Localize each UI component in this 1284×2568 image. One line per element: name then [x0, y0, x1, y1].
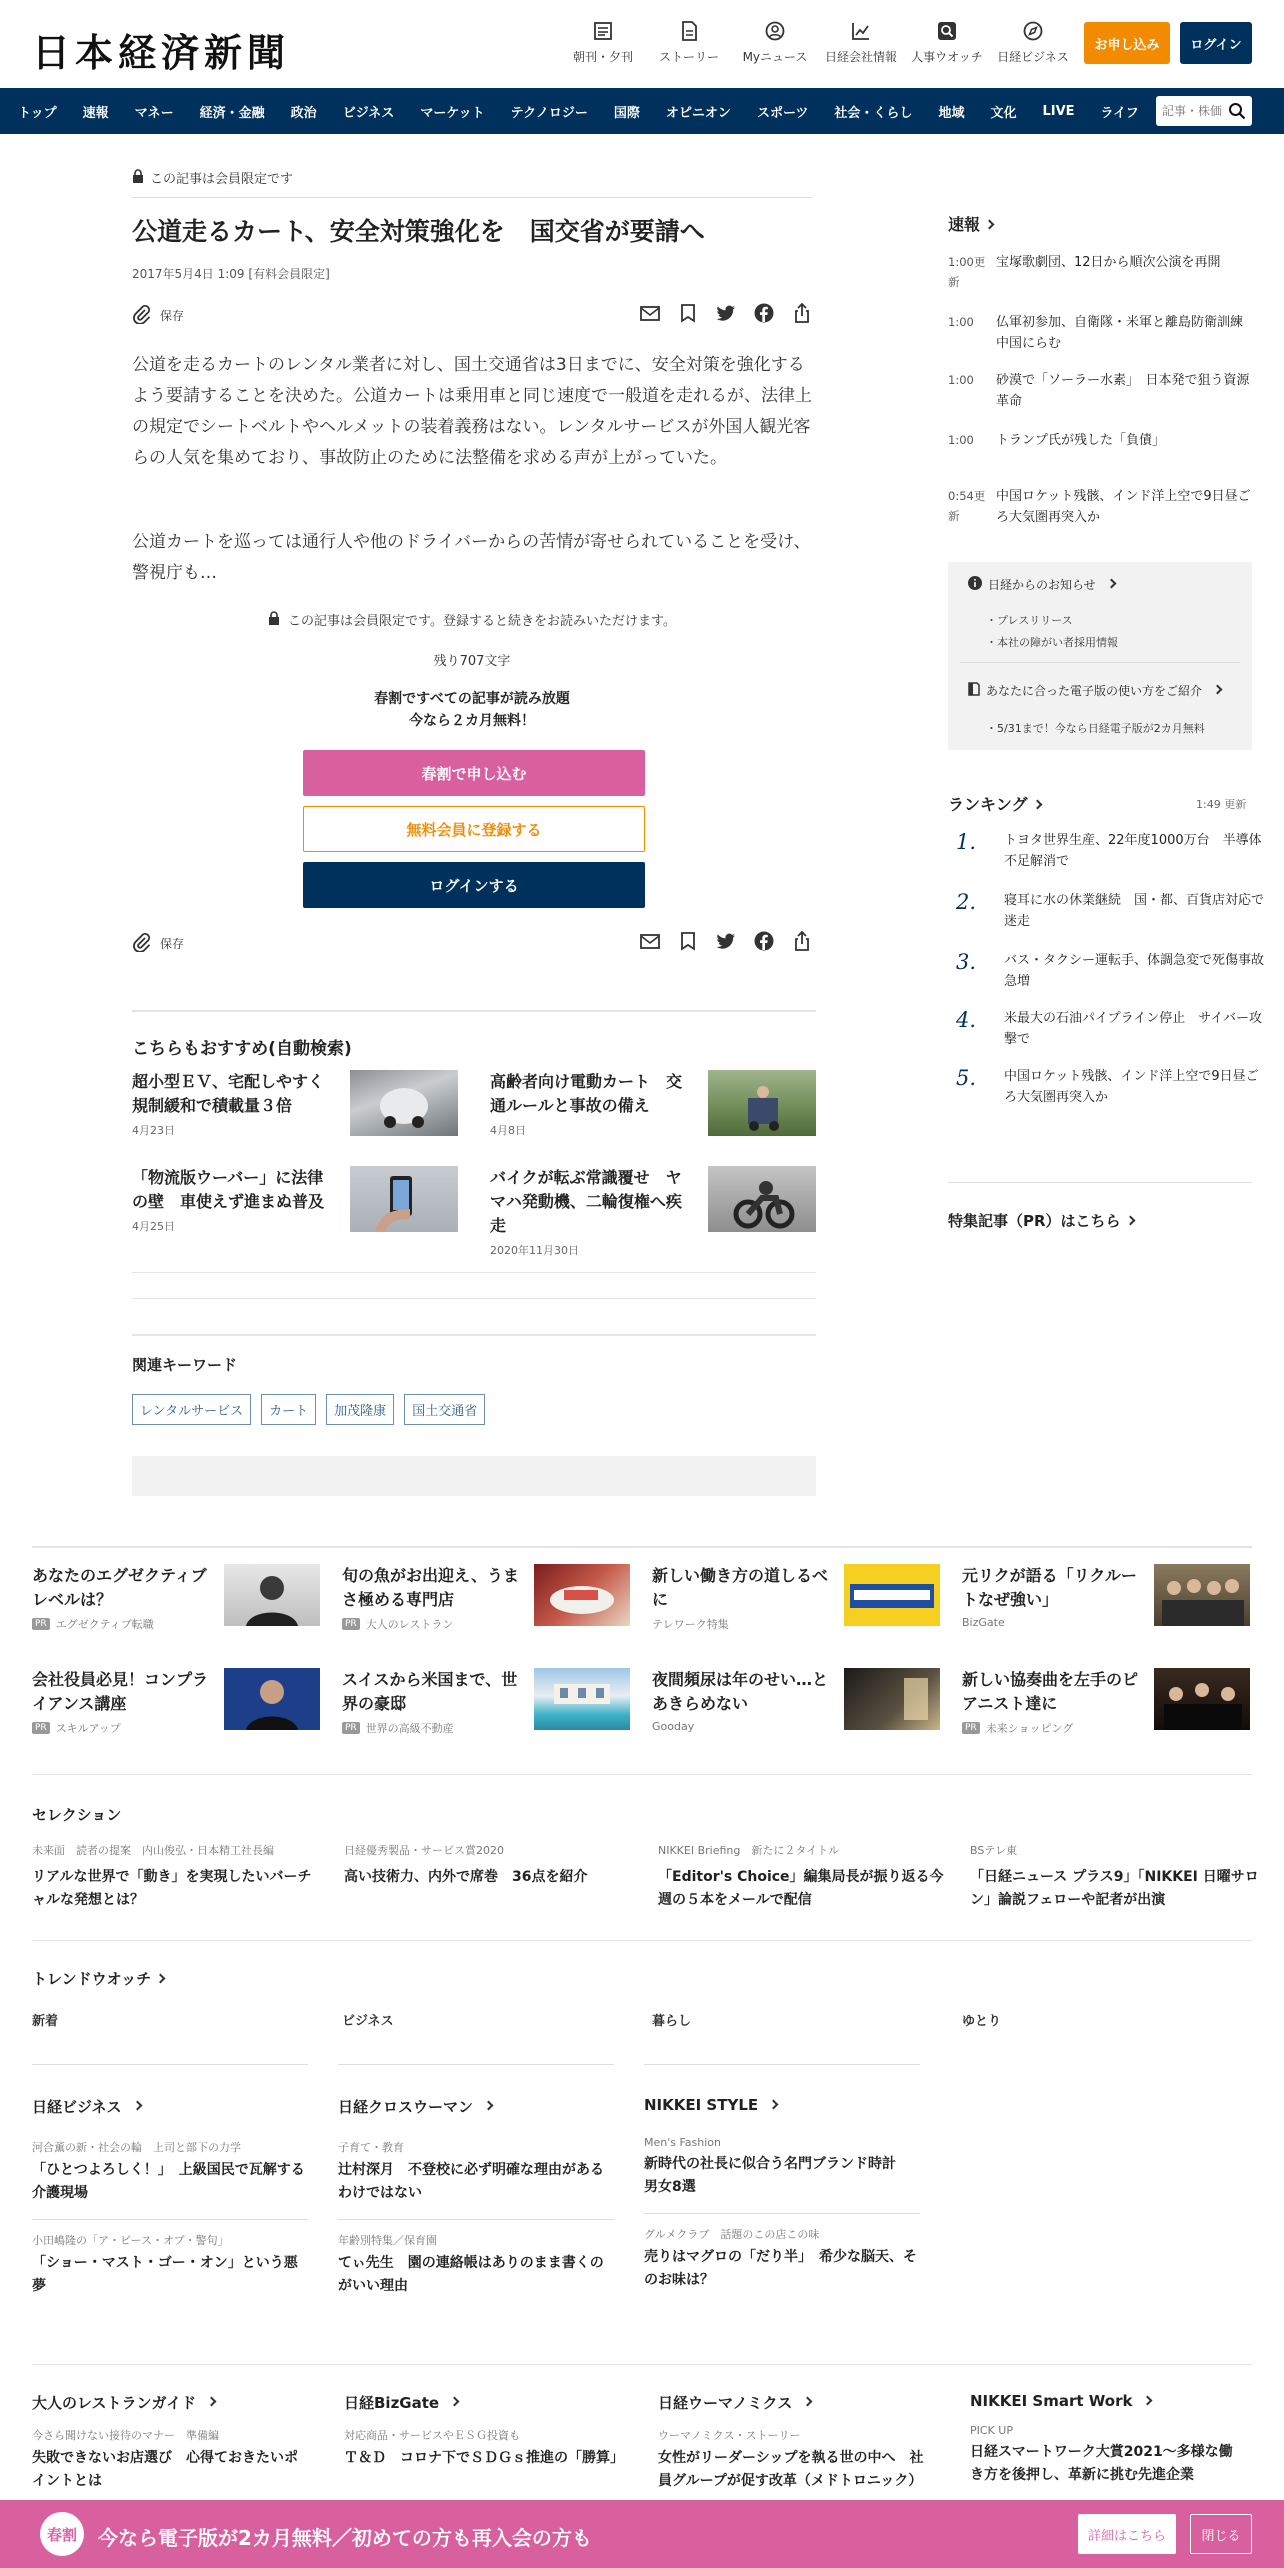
- rank-headline: 寝耳に水の休業継続 国・都、百貨店対応で迷走: [1004, 893, 1265, 929]
- promo-thumbnail: [534, 1668, 630, 1730]
- save-button[interactable]: [132, 304, 184, 327]
- nav-item-economy[interactable]: 経済・金融: [199, 105, 265, 121]
- mail-icon[interactable]: [640, 303, 660, 327]
- recommend-item-date: 4月8日: [490, 1124, 526, 1137]
- search-box: [1156, 96, 1252, 126]
- article-toolbar-bottom: [132, 928, 812, 958]
- chevron-right-icon: [132, 2101, 142, 2111]
- nav-item-region[interactable]: 地域: [938, 105, 965, 121]
- media-article-category: 対応商品・サービスやＥＳＧ投資も: [344, 2429, 520, 2442]
- ranking-item[interactable]: [956, 890, 1265, 934]
- selection-item[interactable]: [32, 1842, 322, 1912]
- breaking-news-item[interactable]: [948, 430, 1256, 460]
- spring-subscribe-button[interactable]: 春割で申し込む: [303, 750, 645, 796]
- promo-title: 新しい協奏曲を左手のピアニスト達に: [962, 1670, 1139, 1713]
- breaking-news-item[interactable]: [948, 486, 1256, 530]
- media-article[interactable]: [344, 2427, 624, 2470]
- keyword-tag[interactable]: 加茂隆康: [326, 1394, 394, 1425]
- pr-badge: PR: [342, 1618, 360, 1630]
- save-button[interactable]: [132, 932, 184, 955]
- article-login-button[interactable]: ログインする: [303, 862, 645, 908]
- media-column-smartwork: [970, 2392, 1246, 2487]
- media-column-restaurant: [32, 2392, 308, 2493]
- breaking-news-title[interactable]: 速報: [948, 212, 993, 235]
- media-article-category: 年齢別特集／保育園: [338, 2234, 437, 2247]
- compass-icon: [1022, 20, 1044, 42]
- recommend-item-title: バイクが転ぶ常識覆せ ヤマハ発動機、二輪復権へ疾走: [490, 1168, 682, 1235]
- save-label: 保存: [160, 936, 185, 951]
- newspaper-icon: [592, 20, 614, 42]
- nav-item-top[interactable]: トップ: [18, 105, 57, 121]
- nav-item-sports[interactable]: スポーツ: [756, 105, 809, 121]
- nav-item-market[interactable]: マーケット: [420, 105, 485, 121]
- article-paragraph: 公道カートを巡っては通行人や他のドライバーからの苦情が寄せられていることを受け、警視庁も…: [132, 532, 811, 583]
- trend-tab-business[interactable]: ビジネス: [342, 2014, 394, 2029]
- header-newspaper-link[interactable]: [560, 20, 646, 65]
- media-article-title: 「ショー・マスト・ゴー・オン」という悪夢: [32, 2255, 298, 2294]
- media-column-bizgate: [344, 2392, 624, 2470]
- promo-line: 春割ですべての記事が読み放題: [374, 691, 570, 707]
- subscription-banner: [0, 2500, 1284, 2568]
- news-time: 0:54更新: [948, 489, 986, 523]
- media-column-xwoman: [338, 2096, 614, 2298]
- keywords-list: [132, 1394, 485, 1425]
- rank-headline: トヨタ世界生産、22年度1000万台 半導体不足解消で: [1004, 833, 1262, 869]
- promo-item[interactable]: [962, 1564, 1252, 1654]
- save-label: 保存: [160, 308, 185, 323]
- promo-title: 夜間頻尿は年のせい…とあきらめない: [652, 1670, 829, 1713]
- media-article[interactable]: [970, 2424, 1246, 2487]
- header-mynews-link[interactable]: [732, 20, 818, 65]
- header-icon-label: 朝刊・夕刊: [572, 50, 633, 64]
- news-headline: 砂漠で「ソーラー水素」 日本発で狙う資源革命: [996, 373, 1250, 409]
- promo-thumbnail: [534, 1564, 630, 1626]
- promo-source: テレワーク特集: [652, 1618, 729, 1631]
- recommend-item-date: 2020年11月30日: [490, 1244, 579, 1257]
- news-headline: 宝塚歌劇団、12日から順次公演を再開: [996, 255, 1221, 270]
- spring-promo: [132, 688, 812, 732]
- media-column-head[interactable]: 日経ビジネス: [32, 2096, 308, 2117]
- promo-thumbnail: [1154, 1564, 1250, 1626]
- media-column-womanomics: [658, 2392, 934, 2493]
- selection-item[interactable]: [970, 1842, 1260, 1912]
- header-business-link[interactable]: [990, 20, 1076, 65]
- promo-thumbnail: [224, 1564, 320, 1626]
- header-icon-label: ストーリー: [658, 50, 719, 64]
- keywords-title: 関連キーワード: [132, 1356, 238, 1374]
- member-only-text: この記事は会員限定です: [150, 172, 294, 187]
- promo-item[interactable]: [32, 1564, 322, 1654]
- notice-box: [948, 562, 1252, 750]
- promo-item[interactable]: [342, 1668, 632, 1758]
- promo-source: PR スキルアップ: [32, 1720, 121, 1736]
- selection-headline: 「Editor's Choice」編集局長が振り返る今週の５本をメールで配信: [658, 1869, 944, 1908]
- header-icon-label: Myニュース: [742, 50, 808, 64]
- media-article-title: 辻村深月 不登校に必ず明確な理由があるわけではない: [338, 2162, 604, 2201]
- facebook-icon[interactable]: [754, 303, 774, 327]
- ranking-item[interactable]: [956, 830, 1262, 874]
- recommend-title: こちらもおすすめ(自動検索): [132, 1039, 352, 1059]
- clip-icon: [132, 932, 150, 955]
- media-column-nikkei-style: [644, 2096, 920, 2292]
- news-time: 1:00: [948, 433, 974, 447]
- keyword-tag[interactable]: カート: [261, 1394, 316, 1425]
- media-column-head[interactable]: NIKKEI STYLE: [644, 2096, 920, 2114]
- pr-badge: PR: [342, 1722, 360, 1734]
- nav-item-opinion[interactable]: オピニオン: [665, 105, 731, 121]
- recommend-item[interactable]: [490, 1070, 814, 1154]
- trend-title[interactable]: トレンドウオッチ: [32, 1968, 164, 1989]
- media-divider: [32, 2219, 308, 2220]
- media-column-head[interactable]: 大人のレストランガイド: [32, 2392, 308, 2413]
- ad-placeholder: [132, 1456, 816, 1496]
- notice-divider: [960, 662, 1240, 663]
- book-icon: [968, 682, 980, 699]
- header-company-info-link[interactable]: [818, 20, 904, 65]
- twitter-icon[interactable]: [716, 931, 736, 955]
- trend-tab-new[interactable]: 新着: [32, 2014, 59, 2029]
- promo-title: 新しい働き方の道しるべに: [652, 1566, 829, 1609]
- promo-line: 今なら２カ月無料！: [409, 713, 535, 729]
- bookmark-icon[interactable]: [678, 931, 698, 955]
- section-divider: [132, 1334, 816, 1336]
- section-divider: [32, 1546, 1252, 1548]
- chevron-right-icon: [156, 1974, 166, 1984]
- pr-badge: PR: [32, 1722, 50, 1734]
- media-column-head[interactable]: 日経ウーマノミクス: [658, 2392, 934, 2413]
- chevron-right-icon: [1032, 800, 1042, 810]
- recommend-thumbnail: [708, 1070, 816, 1136]
- chevron-right-icon: [985, 220, 995, 230]
- banner-close-button[interactable]: 閉じる: [1190, 2514, 1252, 2554]
- news-time: 1:00更新: [948, 255, 986, 289]
- media-article[interactable]: [32, 2427, 308, 2493]
- media-article-category: PICK UP: [970, 2424, 1013, 2437]
- rank-headline: バス・タクシー運転手、体調急変で死傷事故急増: [1004, 953, 1265, 989]
- article-paragraph: 公道を走るカートのレンタル業者に対し、国土交通省は3日までに、安全対策を強化するよう要請することを決めた。公道カートは乗用車と同じ速度で一般道を走れるが、法律上の規定でシートベルトやヘルメットの装着義務はない。レンタルサービスが外国人観光客らの人気を集めており、事故防止のために法整備を求める声が上がっていた。: [132, 355, 812, 468]
- member-only-label: [132, 168, 812, 198]
- media-article[interactable]: [644, 2136, 920, 2199]
- media-article-title: 女性がリーダーシップを執る世の中へ 社員グループが促す改革（メドトロニック）: [658, 2450, 924, 2489]
- promo-title: 元リクが語る「リクルートなぜ強い」: [962, 1566, 1137, 1609]
- trend-divider: [644, 2064, 920, 2065]
- breaking-news-item[interactable]: [948, 252, 1256, 292]
- lock-icon: [132, 169, 144, 187]
- selection-item[interactable]: [344, 1842, 634, 1889]
- bookmark-icon[interactable]: [678, 303, 698, 327]
- media-article-title: 失敗できないお店選び 心得ておきたいポイントとは: [32, 2450, 298, 2489]
- promo-source: PR エグゼクティブ転職: [32, 1616, 154, 1632]
- banner-details-button[interactable]: 詳細はこちら: [1078, 2514, 1176, 2554]
- promo-source: BizGate: [962, 1616, 1005, 1629]
- media-article[interactable]: [658, 2427, 934, 2493]
- rank-number: 5.: [956, 1066, 977, 1090]
- recommend-item[interactable]: [132, 1166, 456, 1250]
- nav-item-technology[interactable]: テクノロジー: [510, 105, 588, 121]
- twitter-icon[interactable]: [716, 303, 736, 327]
- rank-number: 1.: [956, 830, 977, 854]
- selection-category: 日経優秀製品・サービス賞2020: [344, 1844, 504, 1857]
- selection-headline: リアルな世界で「動き」を実現したいバーチャルな発想とは？: [32, 1869, 312, 1908]
- recommend-item-title: 「物流版ウーバー」に法律の壁 車使えず進まぬ普及: [132, 1168, 325, 1211]
- nav-item-politics[interactable]: 政治: [290, 105, 317, 121]
- promo-thumbnail: [844, 1564, 940, 1626]
- share-icon[interactable]: [792, 931, 812, 955]
- guide-item[interactable]: ・5/31まで！今なら日経電子版が2カ月無料: [986, 722, 1205, 735]
- section-divider: [32, 1774, 1252, 1775]
- chart-icon: [850, 20, 872, 42]
- recommend-thumbnail: [708, 1166, 816, 1232]
- sidebar-divider: [948, 1182, 1252, 1183]
- selection-headline: 高い技術力、内外で席巻 36点を紹介: [344, 1869, 588, 1885]
- recommend-thumbnail: [350, 1166, 458, 1232]
- facebook-icon[interactable]: [754, 931, 774, 955]
- lock-icon: [268, 611, 280, 629]
- promo-thumbnail: [1154, 1668, 1250, 1730]
- apply-button[interactable]: お申し込み: [1084, 22, 1170, 64]
- promo-source: PR 未来ショッピング: [962, 1720, 1073, 1736]
- main-nav: [0, 88, 1284, 134]
- media-article[interactable]: [644, 2226, 920, 2292]
- media-article-title: 新時代の社長に似合う名門ブランド時計 男女8選: [644, 2156, 910, 2195]
- pr-features-link[interactable]: 特集記事（PR）はこちら: [948, 1210, 1134, 1231]
- site-logo[interactable]: 日本経済新聞: [32, 30, 291, 75]
- chevron-right-icon: [803, 2397, 813, 2407]
- media-article-title: Ｔ＆Ｄ コロナ下でＳＤＧｓ推進の「勝算」: [344, 2450, 624, 2466]
- chevron-right-icon: [484, 2101, 494, 2111]
- notice-title[interactable]: 日経からのお知らせ: [968, 576, 1115, 593]
- nav-item-live[interactable]: LIVE: [1042, 103, 1075, 119]
- site-header: [0, 0, 1284, 86]
- recommend-item-date: 4月25日: [132, 1220, 175, 1233]
- rank-number: 2.: [956, 890, 977, 914]
- header-jinji-link[interactable]: [904, 20, 990, 65]
- media-article-category: グルメクラブ 話題のこの店この味: [644, 2228, 820, 2241]
- selection-title: セレクション: [32, 1806, 122, 1824]
- promo-item[interactable]: [652, 1564, 942, 1654]
- media-column-head[interactable]: 日経BizGate: [344, 2392, 620, 2413]
- media-column-head[interactable]: 日経クロスウーマン: [338, 2096, 614, 2117]
- promo-title: 会社役員必見！コンプライアンス講座: [32, 1670, 209, 1713]
- trend-tab-living[interactable]: 暮らし: [652, 2014, 692, 2029]
- recommend-thumbnail: [350, 1070, 458, 1136]
- section-divider: [132, 1272, 816, 1273]
- chevron-right-icon: [450, 2397, 460, 2407]
- chevron-right-icon: [207, 2397, 217, 2407]
- recommend-item[interactable]: [132, 1070, 456, 1154]
- nav-item-culture[interactable]: 文化: [990, 105, 1017, 121]
- remaining-chars: 残り707文字: [433, 654, 511, 669]
- trend-tab-leisure[interactable]: ゆとり: [962, 2014, 1002, 2029]
- clip-icon: [132, 304, 150, 327]
- selection-item[interactable]: [658, 1842, 948, 1912]
- rank-number: 4.: [956, 1008, 977, 1032]
- mail-icon[interactable]: [640, 931, 660, 955]
- nav-item-breaking[interactable]: 速報: [82, 105, 109, 121]
- media-article-category: 河合薫の新・社会の輪 上司と部下の力学: [32, 2141, 241, 2154]
- trend-divider: [338, 2064, 614, 2065]
- notice-item[interactable]: ・本社の障がい者採用情報: [986, 636, 1118, 649]
- pr-badge: PR: [962, 1722, 980, 1734]
- news-headline: 仏軍初参加、自衛隊・米軍と離島防衛訓練 中国にらむ: [996, 315, 1257, 351]
- promo-item[interactable]: [342, 1564, 632, 1654]
- chevron-right-icon: [1213, 685, 1223, 695]
- header-icon-label: 日経ビジネス: [997, 50, 1069, 64]
- header-story-link[interactable]: [646, 20, 732, 65]
- breaking-news-item[interactable]: [948, 312, 1256, 356]
- rank-number: 3.: [956, 950, 977, 974]
- promo-source: Gooday: [652, 1720, 695, 1733]
- promo-item[interactable]: [32, 1668, 322, 1758]
- paywall-text: この記事は会員限定です。登録すると続きをお読みいただけます。: [288, 614, 676, 629]
- info-icon: [968, 576, 982, 593]
- notice-item[interactable]: ・プレスリリース: [986, 614, 1073, 627]
- header-icon-bar: [560, 20, 1076, 65]
- news-time: 1:00: [948, 373, 974, 387]
- media-article[interactable]: [32, 2139, 308, 2205]
- pr-badge: PR: [32, 1618, 50, 1630]
- spring-sale-badge: 春割: [40, 2512, 84, 2556]
- banner-message: 今なら電子版が2カ月無料／初めての方も再入会の方も: [98, 2526, 592, 2550]
- media-article-category: 小田嶋隆の「ア・ピース・オブ・警句」: [32, 2234, 229, 2247]
- media-divider: [338, 2219, 614, 2220]
- news-headline: トランプ氏が残した「負債」: [996, 433, 1166, 448]
- chevron-right-icon: [1143, 2395, 1153, 2405]
- selection-headline: 「日経ニュース プラス9」「NIKKEI 日曜サロン」論説フェローや記者が出演: [970, 1869, 1259, 1908]
- promo-item[interactable]: [652, 1668, 942, 1758]
- paywall-message: [132, 610, 812, 629]
- chevron-right-icon: [769, 2099, 779, 2109]
- section-divider: [32, 2364, 1252, 2365]
- promo-thumbnail: [844, 1668, 940, 1730]
- header-icon-label: 人事ウオッチ: [911, 50, 983, 64]
- promo-title: あなたのエグゼクティブレベルは？: [32, 1566, 207, 1609]
- user-icon: [764, 20, 786, 42]
- trend-divider: [32, 2064, 308, 2065]
- nav-item-society[interactable]: 社会・くらし: [834, 105, 913, 121]
- rank-headline: 中国ロケット残骸、インド洋上空で9日昼ごろ大気圏再突入か: [1004, 1069, 1259, 1105]
- media-article-title: てぃ先生 園の連絡帳はありのまま書くのがいい理由: [338, 2255, 604, 2294]
- media-article[interactable]: [338, 2232, 614, 2298]
- search-icon[interactable]: [1228, 102, 1246, 124]
- login-button[interactable]: ログイン: [1180, 22, 1252, 64]
- section-divider: [132, 1010, 816, 1012]
- section-divider: [132, 1298, 816, 1299]
- promo-title: 旬の魚がお出迎え、うまさ極める専門店: [342, 1566, 519, 1609]
- media-article-category: Men's Fashion: [644, 2136, 721, 2149]
- media-article-title: 「ひとつよろしく！」 上級国民で瓦解する介護現場: [32, 2162, 305, 2201]
- media-article[interactable]: [338, 2139, 614, 2205]
- article-title: 公道走るカート、安全対策強化を 国交省が要請へ: [132, 217, 705, 246]
- media-article[interactable]: [32, 2232, 308, 2298]
- header-icon-label: 日経会社情報: [824, 50, 897, 64]
- chevron-right-icon: [1106, 579, 1116, 589]
- chevron-right-icon: [1125, 1216, 1135, 1226]
- promo-item[interactable]: [962, 1668, 1252, 1758]
- ranking-item[interactable]: [956, 1008, 1263, 1052]
- news-time: 1:00: [948, 315, 974, 329]
- media-article-category: ウーマノミクス・ストーリー: [658, 2429, 801, 2442]
- media-column-head[interactable]: NIKKEI Smart Work: [970, 2392, 1246, 2410]
- share-icon[interactable]: [792, 303, 812, 327]
- article-toolbar-top: [132, 300, 812, 330]
- nav-item-business[interactable]: ビジネス: [342, 105, 395, 121]
- document-icon: [678, 20, 700, 42]
- media-column-nikkei-business: [32, 2096, 308, 2298]
- media-divider: [644, 2213, 920, 2214]
- promo-thumbnail: [224, 1668, 320, 1730]
- selection-category: BSテレ東: [970, 1844, 1018, 1857]
- promo-source: PR 世界の高級不動産: [342, 1720, 454, 1736]
- search-input[interactable]: [1162, 104, 1224, 118]
- news-headline: 中国ロケット残骸、インド洋上空で9日昼ごろ大気圏再突入か: [996, 489, 1251, 525]
- selection-category: NIKKEI Briefing 新たに２タイトル: [658, 1844, 840, 1857]
- promo-title: スイスから米国まで、世界の豪邸: [342, 1670, 518, 1713]
- ranking-item[interactable]: [956, 1066, 1259, 1110]
- section-divider: [32, 1940, 1252, 1941]
- rank-headline: 米最大の石油パイプライン停止 サイバー攻撃で: [1004, 1011, 1263, 1047]
- media-article-category: 子育て・教育: [338, 2141, 404, 2154]
- search-person-icon: [936, 20, 958, 42]
- keyword-tag[interactable]: レンタルサービス: [132, 1394, 251, 1425]
- promo-source: PR 大人のレストラン: [342, 1616, 453, 1632]
- breaking-news-item[interactable]: [948, 370, 1256, 414]
- ranking-title[interactable]: ランキング: [948, 792, 1041, 815]
- ranking-item[interactable]: [956, 950, 1265, 994]
- article-date: 2017年5月4日 1:09 [有料会員限定]: [132, 267, 330, 281]
- recommend-item-date: 4月23日: [132, 1124, 175, 1137]
- free-register-button[interactable]: 無料会員に登録する: [303, 806, 645, 852]
- nav-item-international[interactable]: 国際: [613, 105, 640, 121]
- recommend-item-title: 高齢者向け電動カート 交通ルールと事故の備え: [490, 1072, 683, 1115]
- nav-item-life[interactable]: ライフ: [1100, 105, 1139, 121]
- recommend-item-title: 超小型ＥＶ、宅配しやすく 規制緩和で積載量３倍: [132, 1072, 341, 1115]
- media-article-category: 今さら聞けない接待のマナー 準備編: [32, 2429, 219, 2442]
- recommend-item[interactable]: [490, 1166, 814, 1257]
- selection-category: 未来面 読者の提案 内山俊弘・日本精工社長編: [32, 1844, 274, 1857]
- keyword-tag[interactable]: 国土交通省: [404, 1394, 485, 1425]
- media-article-title: 売りはマグロの「だり半」 希少な脳天、そのお味は？: [644, 2249, 917, 2288]
- media-article-title: 日経スマートワーク大賞2021～多様な働き方を後押し、革新に挑む先進企業: [970, 2444, 1233, 2483]
- nav-item-money[interactable]: マネー: [134, 105, 174, 121]
- guide-title[interactable]: あなたに合った電子版の使い方をご紹介: [968, 682, 1221, 699]
- ranking-updated: 1:49 更新: [1196, 798, 1247, 811]
